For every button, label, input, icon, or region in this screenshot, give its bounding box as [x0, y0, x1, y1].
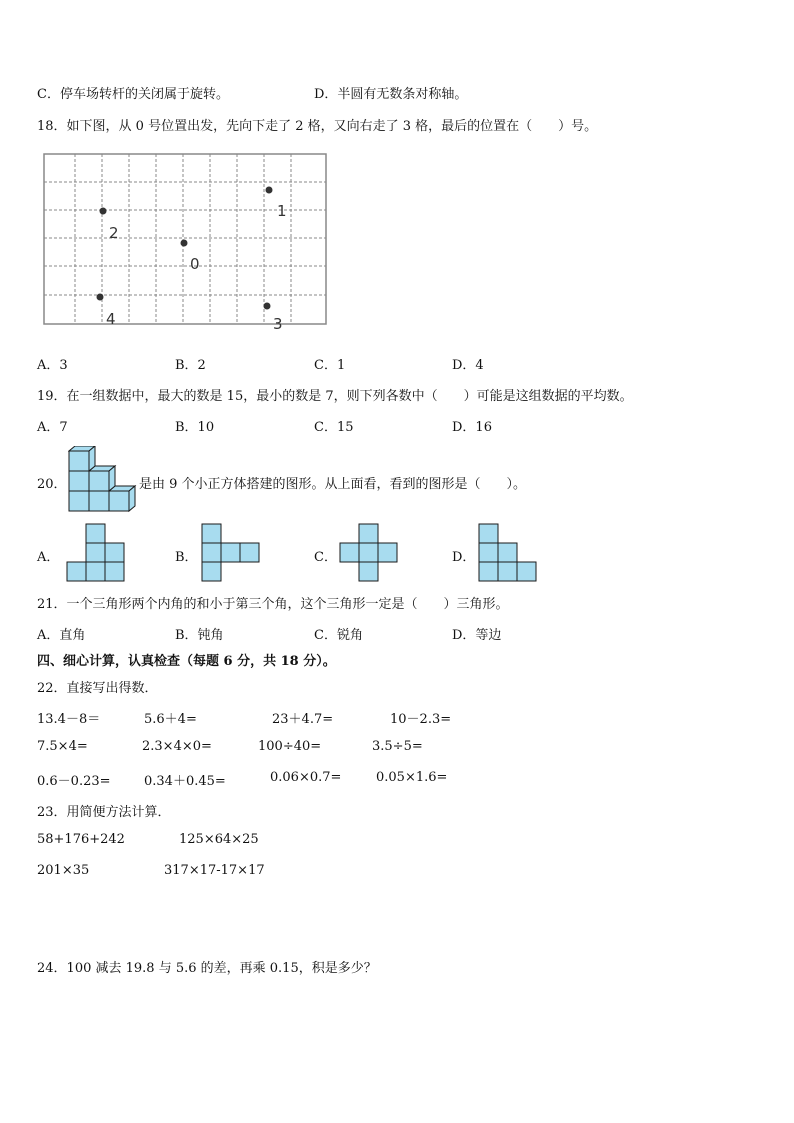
- q22-item: 2.3×4×0=: [142, 739, 212, 754]
- q20-option-a-letter[interactable]: A．: [37, 550, 60, 565]
- q22-stem: 22．直接写出得数．: [37, 681, 158, 696]
- q22-item: 0.6－0.23=: [37, 774, 111, 789]
- q20-cube-figure: [68, 446, 140, 514]
- q23-item: 125×64×25: [179, 832, 259, 847]
- q23-item: 317×17-17×17: [164, 863, 265, 878]
- label-2: 2: [109, 224, 119, 242]
- q21-option-d[interactable]: D．等边: [452, 628, 502, 643]
- q22-item: 10－2.3=: [390, 712, 452, 727]
- q21-option-c[interactable]: C．锐角: [314, 628, 363, 643]
- q22-item: 0.34＋0.45=: [144, 774, 226, 789]
- label-0: 0: [190, 255, 200, 273]
- q22-item: 100÷40=: [258, 739, 322, 754]
- q22-item: 13.4－8＝: [37, 712, 101, 727]
- q23-stem: 23．用简便方法计算．: [37, 805, 171, 820]
- q19-option-a[interactable]: A．7: [37, 420, 68, 435]
- q22-item: 3.5÷5=: [372, 739, 423, 754]
- q18-grid-figure: [40, 150, 332, 332]
- q18-option-c[interactable]: C．1: [314, 358, 346, 373]
- q20-stem: 是由 9 个小正方体搭建的图形。从上面看，看到的图形是（ ）。: [139, 477, 527, 492]
- point-2: [100, 208, 107, 215]
- point-1: [266, 187, 273, 194]
- q19-option-d[interactable]: D．16: [452, 420, 492, 435]
- q23-item: 58+176+242: [37, 832, 125, 847]
- q21-option-a[interactable]: A．直角: [37, 628, 86, 643]
- q21-option-b[interactable]: B．钝角: [175, 628, 224, 643]
- q20-option-d-letter[interactable]: D．: [452, 550, 476, 565]
- point-4: [97, 294, 104, 301]
- q18-stem: 18．如下图，从 0 号位置出发，先向下走了 2 格，又向右走了 3 格，最后的位置在（ ）号。: [37, 119, 598, 134]
- q17-option-d: D．半圆有无数条对称轴。: [314, 87, 468, 102]
- q22-item: 0.05×1.6=: [376, 770, 448, 785]
- q22-item: 23＋4.7=: [272, 712, 334, 727]
- q22-item: 0.06×0.7=: [270, 770, 342, 785]
- q20-option-b-letter[interactable]: B．: [175, 550, 198, 565]
- q21-stem: 21．一个三角形两个内角的和小于第三个角，这个三角形一定是（ ）三角形。: [37, 597, 509, 612]
- q18-option-d[interactable]: D．4: [452, 358, 484, 373]
- q18-option-b[interactable]: B．2: [175, 358, 206, 373]
- label-4: 4: [106, 310, 116, 328]
- q18-option-a[interactable]: A．3: [37, 358, 68, 373]
- label-3: 3: [273, 315, 283, 332]
- q22-item: 5.6＋4=: [144, 712, 197, 727]
- q20-option-d-figure[interactable]: [478, 523, 538, 583]
- q20-number: 20．: [37, 477, 67, 492]
- q19-option-c[interactable]: C．15: [314, 420, 354, 435]
- point-3: [264, 303, 271, 310]
- q24-stem: 24．100 减去 19.8 与 5.6 的差，再乘 0.15，积是多少？: [37, 961, 377, 976]
- q23-item: 201×35: [37, 863, 90, 878]
- section-4-heading: 四、细心计算，认真检查（每题 6 分，共 18 分）。: [37, 654, 336, 669]
- q20-option-b-figure[interactable]: [201, 523, 261, 583]
- point-0: [181, 240, 188, 247]
- q19-option-b[interactable]: B．10: [175, 420, 215, 435]
- q20-option-a-figure[interactable]: [66, 523, 126, 583]
- q17-option-c: C．停车场转杆的关闭属于旋转。: [37, 87, 229, 102]
- grid-lines: [44, 154, 326, 324]
- label-1: 1: [277, 202, 287, 220]
- q22-item: 7.5×4=: [37, 739, 88, 754]
- q20-option-c-figure[interactable]: [339, 523, 399, 583]
- q20-option-c-letter[interactable]: C．: [314, 550, 337, 565]
- q19-stem: 19．在一组数据中，最大的数是 15，最小的数是 7，则下列各数中（ ）可能是这组数据的平均数。: [37, 389, 633, 404]
